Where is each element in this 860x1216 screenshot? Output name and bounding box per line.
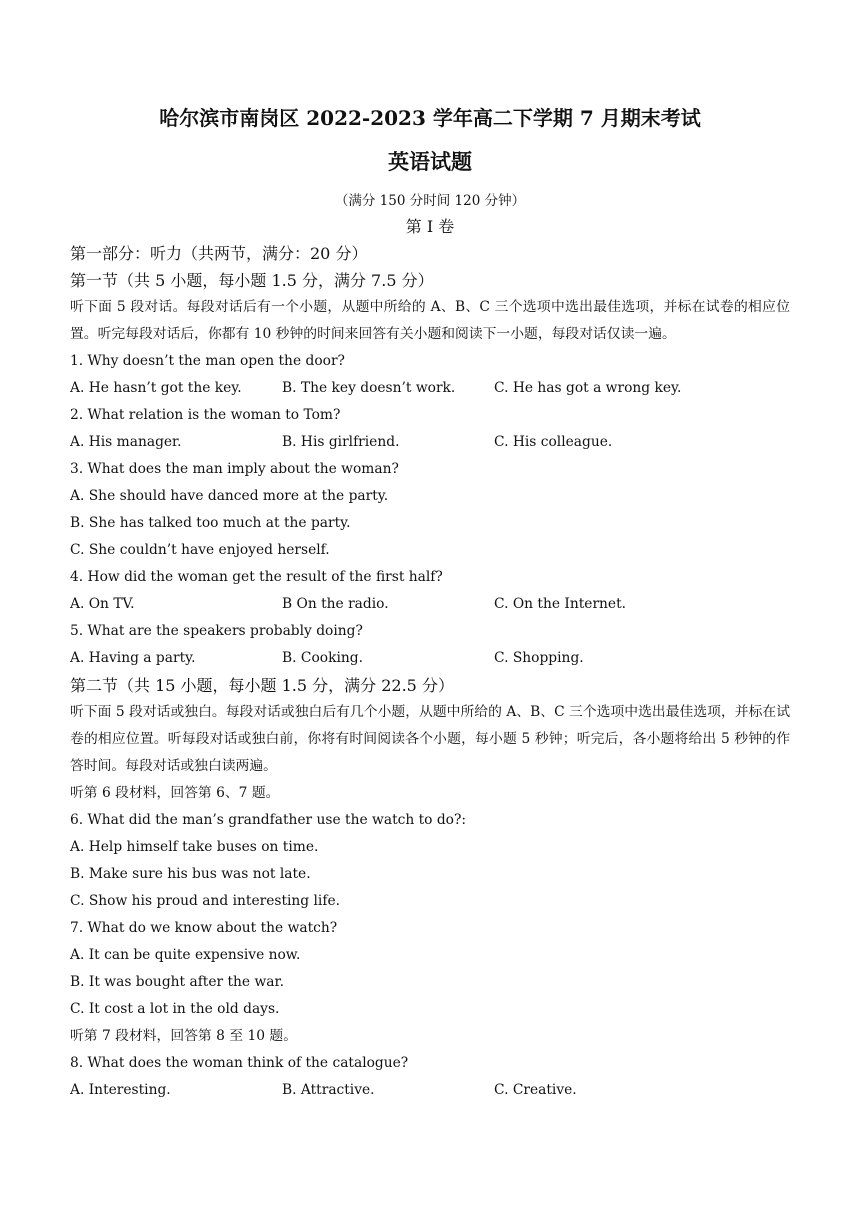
options-row [70, 375, 790, 402]
volume-label: 第 I 卷 [405, 217, 455, 236]
option-c: C. Show his proud and interesting life. [70, 893, 340, 909]
question-text: 2. What relation is the woman to Tom? [70, 407, 341, 423]
exam-title: 哈尔滨市南岗区 2022-2023 学年高二下学期 7 月期末考试 [159, 106, 701, 130]
options-row [70, 645, 790, 672]
options-row [70, 1077, 790, 1104]
option-b: B. The key doesn’t work. [282, 380, 456, 396]
option-a: A. On TV. [70, 596, 135, 612]
exam-content [70, 240, 790, 1104]
question-text: 6. What did the man’s grandfather use the watch to do?: [70, 812, 467, 828]
option-c: C. She couldn’t have enjoyed herself. [70, 542, 330, 558]
question-text: 1. Why doesn’t the man open the door? [70, 353, 345, 369]
options-row [70, 429, 790, 456]
option-b: B. Attractive. [282, 1082, 375, 1098]
question-text: 7. What do we know about the watch? [70, 920, 338, 936]
part1-heading: 第一部分：听力（共两节，满分：20 分） [70, 244, 368, 263]
exam-subtitle: 英语试题 [388, 149, 472, 174]
option-c: C. On the Internet. [494, 596, 627, 612]
option-a: A. She should have danced more at the party. [70, 488, 389, 504]
option-c: C. Shopping. [494, 650, 584, 666]
option-c: C. He has got a wrong key. [494, 380, 682, 396]
section2-heading: 第二节（共 15 小题，每小题 1.5 分，满分 22.5 分） [70, 676, 454, 695]
question-text: 4. How did the woman get the result of the first half? [70, 569, 443, 585]
option-a: A. It can be quite expensive now. [70, 947, 301, 963]
option-b: B. Cooking. [282, 650, 363, 666]
option-b: B On the radio. [282, 596, 389, 612]
option-a: A. His manager. [70, 434, 182, 450]
exam-meta: （满分 150 分时间 120 分钟） [334, 193, 526, 209]
section1-heading: 第一节（共 5 小题，每小题 1.5 分，满分 7.5 分） [70, 271, 434, 290]
options-row [70, 591, 790, 618]
question-text: 3. What does the man imply about the woman? [70, 461, 399, 477]
question-text: 5. What are the speakers probably doing? [70, 623, 363, 639]
option-c: C. Creative. [494, 1082, 577, 1098]
option-b: B. Make sure his bus was not late. [70, 866, 311, 882]
section2-instructions: 听下面 5 段对话或独白。每段对话或独白后有几个小题，从题中所给的 A、B、C 三个选项中选出最佳选项，并标在试卷的相应位置。听每段对话或独白前，你将有时间阅读各个小题，每小题 5 秒钟；听完后，各小题将给出 5 秒钟的作答时间。每段对话或独白读两遍。 [70, 704, 790, 774]
group-label: 听第 7 段材料，回答第 8 至 10 题。 [70, 1028, 297, 1044]
group-label: 听第 6 段材料，回答第 6、7 题。 [70, 785, 280, 801]
option-a: A. He hasn’t got the key. [70, 380, 242, 396]
question-text: 8. What does the woman think of the catalogue? [70, 1055, 409, 1071]
option-a: A. Having a party. [70, 650, 196, 666]
section1-instructions: 听下面 5 段对话。每段对话后有一个小题，从题中所给的 A、B、C 三个选项中选出最佳选项，并标在试卷的相应位置。听完每段对话后，你都有 10 秒钟的时间来回答有关小题和阅读下一小题，每段对话仅读一遍。 [70, 299, 790, 342]
option-a: A. Help himself take buses on time. [70, 839, 319, 855]
option-b: B. She has talked too much at the party. [70, 515, 351, 531]
option-b: B. His girlfriend. [282, 434, 400, 450]
option-c: C. It cost a lot in the old days. [70, 1001, 280, 1017]
option-a: A. Interesting. [70, 1082, 171, 1098]
option-b: B. It was bought after the war. [70, 974, 284, 990]
option-c: C. His colleague. [494, 434, 613, 450]
